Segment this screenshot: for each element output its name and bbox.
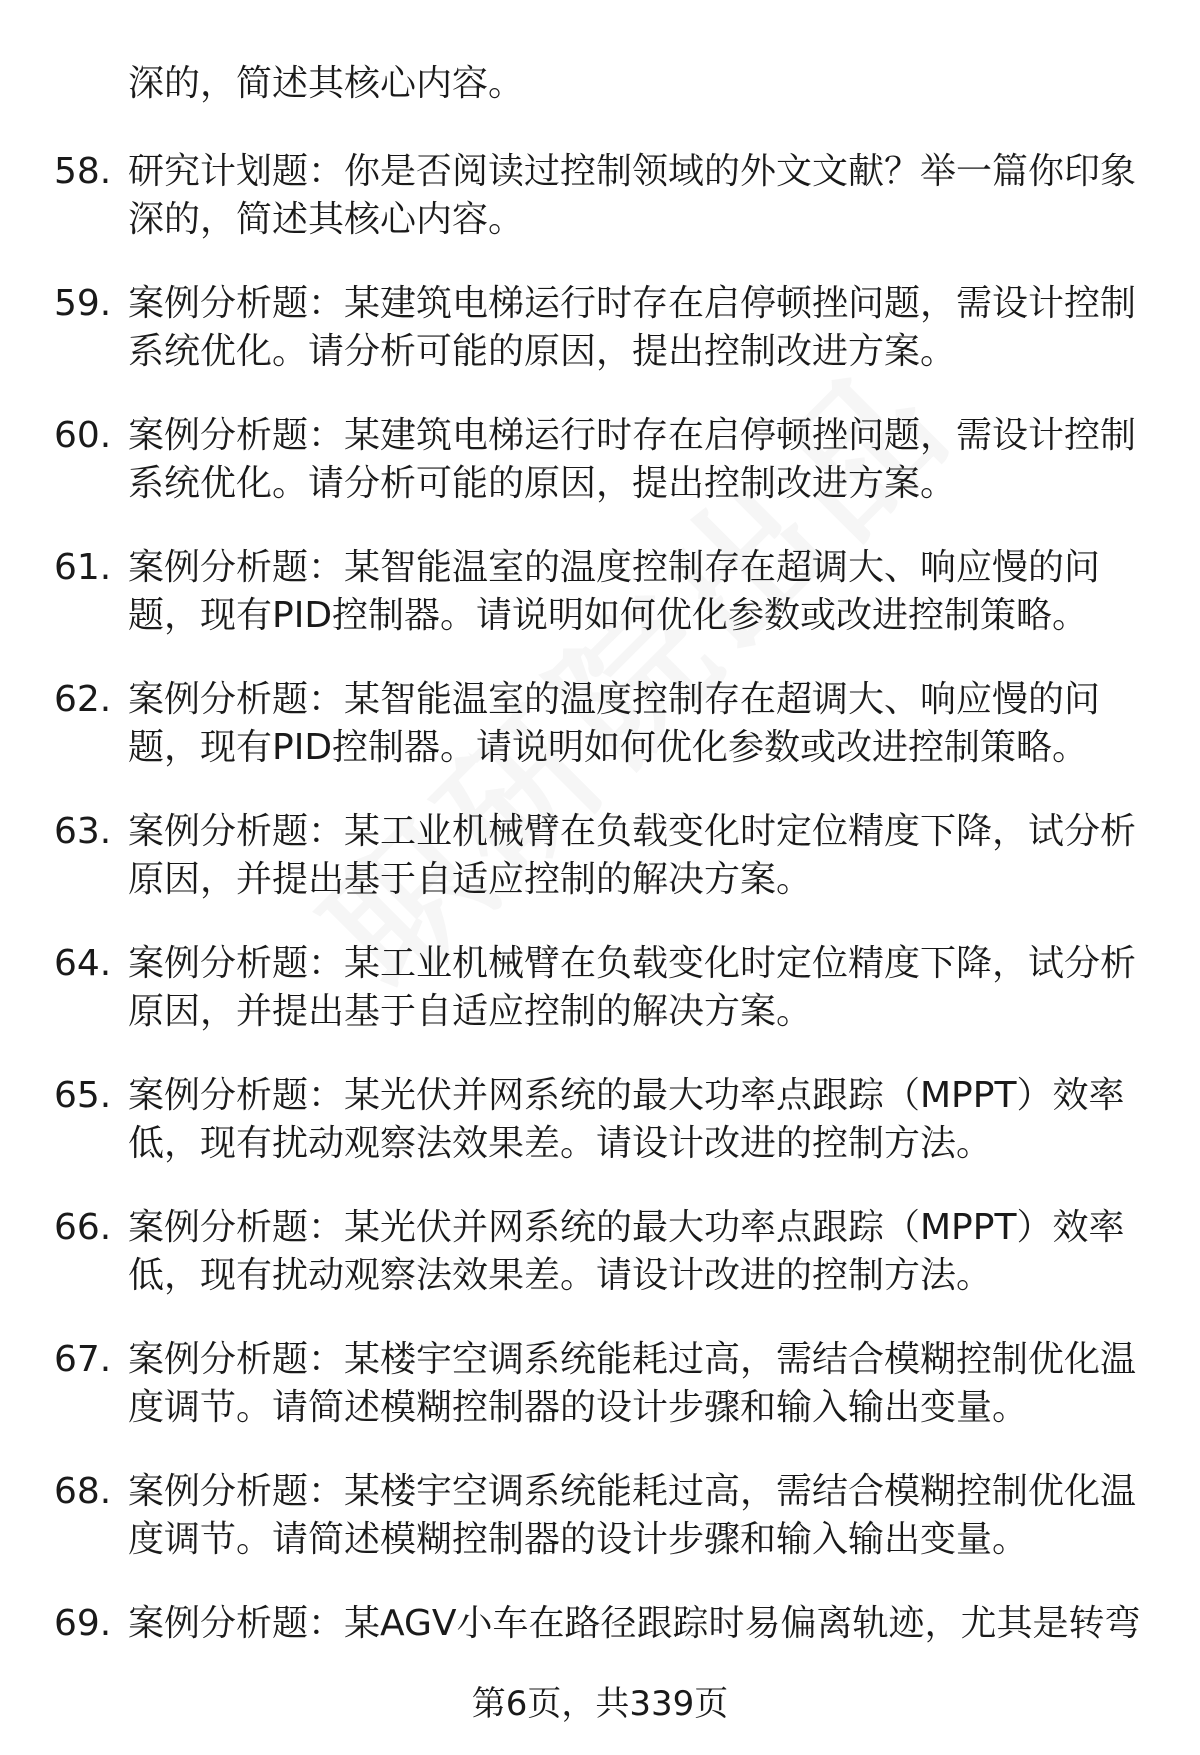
item-number: 59. [54, 283, 112, 324]
item-text: 案例分析题：某楼宇空调系统能耗过高，需结合模糊控制优化温 度调节。请简述模糊控制器的设计步骤和输入输出变量。 [128, 1339, 1137, 1428]
item-text: 案例分析题：某工业机械臂在负载变化时定位精度下降，试分析 原因，并提出基于自适应控制的解决方案。 [128, 811, 1137, 900]
item-number: 63. [54, 811, 112, 852]
item-number: 65. [54, 1075, 112, 1116]
item-text: 案例分析题：某建筑电梯运行时存在启停顿挫问题，需设计控制 系统优化。请分析可能的原因，提出控制改进方案。 [128, 283, 1137, 372]
page-footer: 第6页，共339页 [471, 1684, 729, 1724]
question-list [0, 148, 1200, 1732]
list-item [0, 1072, 1200, 1204]
item-text: 研究计划题：你是否阅读过控制领域的外文文献？举一篇你印象 深的，简述其核心内容。 [128, 151, 1137, 240]
list-item [0, 280, 1200, 412]
item-text: 案例分析题：某光伏并网系统的最大功率点跟踪（MPPT）效率 低，现有扰动观察法效果差。请设计改进的控制方法。 [128, 1075, 1125, 1164]
list-item [0, 940, 1200, 1072]
item-number: 66. [54, 1207, 112, 1248]
list-item [0, 1204, 1200, 1336]
item-text: 案例分析题：某智能温室的温度控制存在超调大、响应慢的问 题，现有PID控制器。请说明如何优化参数或改进控制策略。 [128, 679, 1101, 768]
item-number: 68. [54, 1471, 112, 1512]
item-text: 案例分析题：某工业机械臂在负载变化时定位精度下降，试分析 原因，并提出基于自适应控制的解决方案。 [128, 943, 1137, 1032]
list-item [0, 808, 1200, 940]
item-text: 案例分析题：某建筑电梯运行时存在启停顿挫问题，需设计控制 系统优化。请分析可能的原因，提出控制改进方案。 [128, 415, 1137, 504]
item-number: 58. [54, 151, 112, 192]
item-text: 案例分析题：某智能温室的温度控制存在超调大、响应慢的问 题，现有PID控制器。请说明如何优化参数或改进控制策略。 [128, 547, 1101, 636]
list-item [0, 676, 1200, 808]
list-item [0, 412, 1200, 544]
list-item [0, 148, 1200, 280]
item-text: 案例分析题：某AGV小车在路径跟踪时易偏离轨迹，尤其是转弯 [128, 1603, 1141, 1644]
continued-text: 深的，简述其核心内容。 [128, 63, 525, 104]
item-text: 案例分析题：某光伏并网系统的最大功率点跟踪（MPPT）效率 低，现有扰动观察法效果差。请设计改进的控制方法。 [128, 1207, 1125, 1296]
item-number: 62. [54, 679, 112, 720]
list-item [0, 544, 1200, 676]
item-number: 60. [54, 415, 112, 456]
item-number: 64. [54, 943, 112, 984]
item-text: 案例分析题：某楼宇空调系统能耗过高，需结合模糊控制优化温 度调节。请简述模糊控制器的设计步骤和输入输出变量。 [128, 1471, 1137, 1560]
item-number: 69. [54, 1603, 112, 1644]
list-item [0, 1468, 1200, 1600]
item-number: 61. [54, 547, 112, 588]
item-number: 67. [54, 1339, 112, 1380]
list-item [0, 1336, 1200, 1468]
